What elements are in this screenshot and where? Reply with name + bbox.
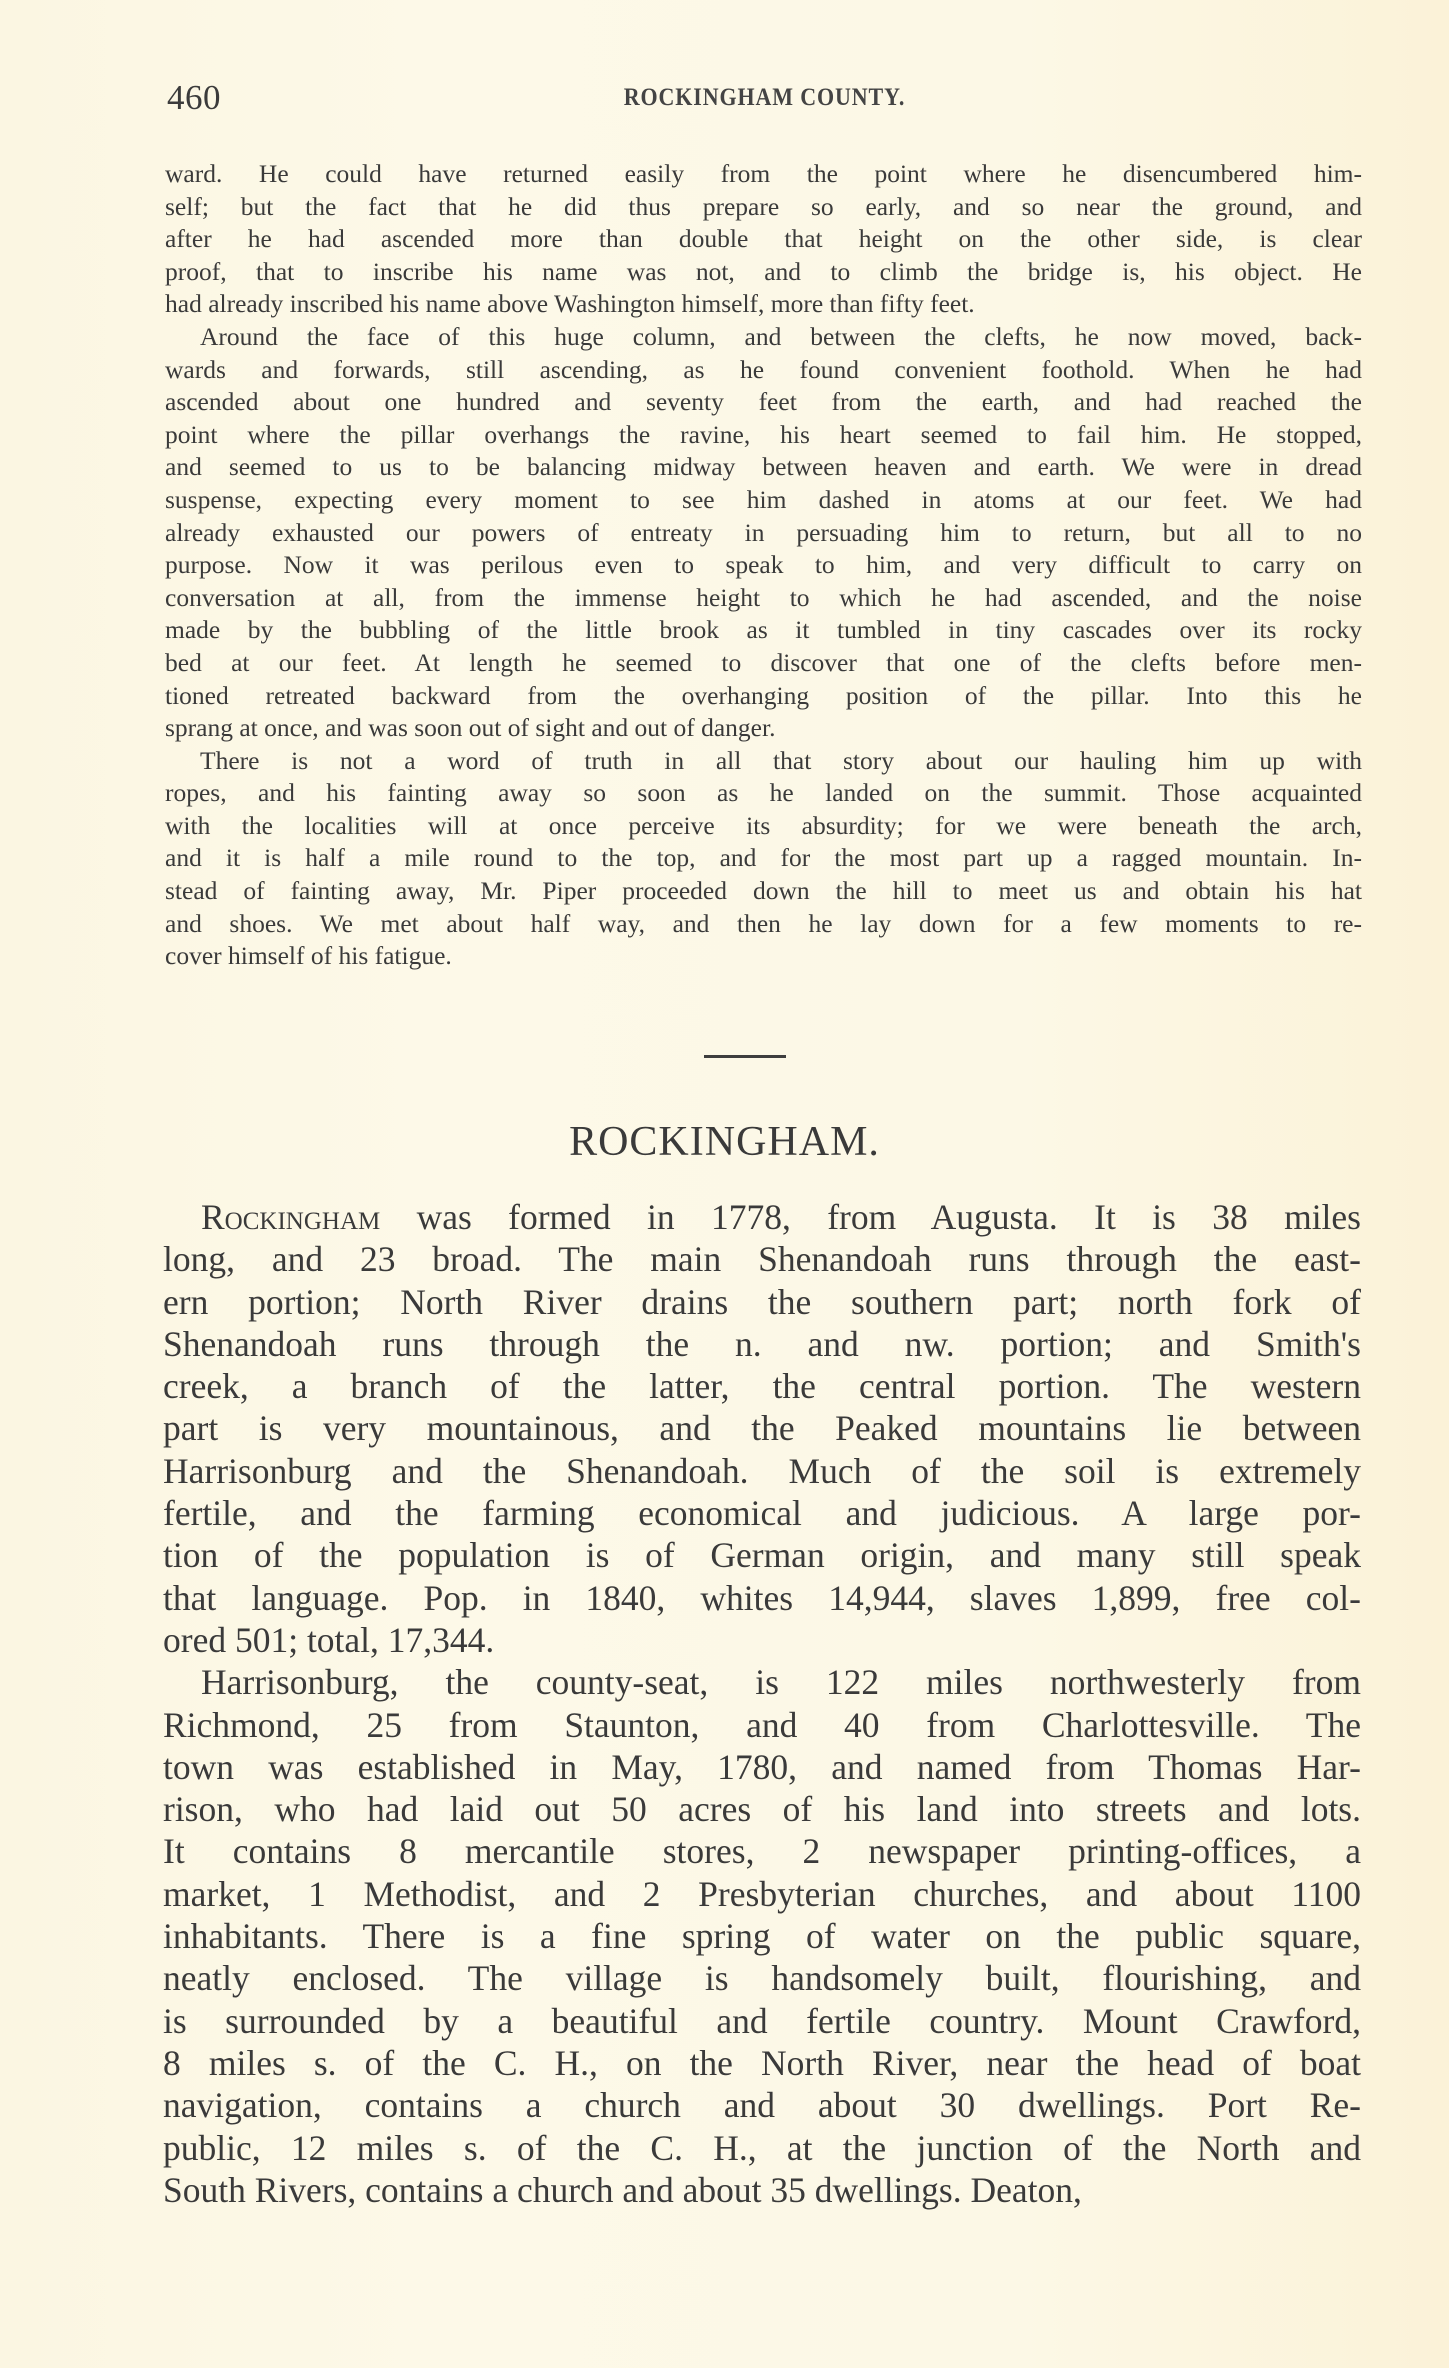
text-line: conversation at all, from the immense height to which he had ascended, and the noise	[165, 582, 1362, 612]
text-line: tion of the population is of German origin, and many still speak	[163, 1535, 1361, 1576]
text-line: inhabitants. There is a fine spring of water on the public square,	[163, 1916, 1361, 1957]
text-line: Richmond, 25 from Staunton, and 40 from Charlottesville. The	[163, 1704, 1361, 1745]
text-line: self; but the fact that he did thus prepare so early, and so near the ground, and	[165, 191, 1362, 221]
text-line: made by the bubbling of the little brook as it tumbled in tiny cascades over its rocky	[165, 615, 1362, 645]
county-description	[163, 1196, 1361, 2211]
section-heading: ROCKINGHAM.	[569, 1119, 880, 1165]
text-line: South Rivers, contains a church and about 35 dwellings. Deaton,	[163, 2169, 1082, 2210]
text-line: long, and 23 broad. The main Shenandoah runs through the east-	[163, 1239, 1361, 1280]
text-line: already exhausted our powers of entreaty in persuading him to return, but all to no	[165, 517, 1362, 547]
text-line: with the localities will at once perceive its absurdity; for we were beneath the arch,	[165, 810, 1362, 840]
text-line: is surrounded by a beautiful and fertile country. Mount Crawford,	[163, 2000, 1361, 2041]
text-line: rison, who had laid out 50 acres of his land into streets and lots.	[163, 1789, 1361, 1830]
text-line: navigation, contains a church and about 30 dwellings. Port Re-	[163, 2085, 1361, 2126]
text-line: It contains 8 mercantile stores, 2 newspaper printing-offices, a	[163, 1831, 1361, 1872]
text-line: bed at our feet. At length he seemed to discover that one of the clefts before men-	[165, 647, 1362, 677]
text-line: purpose. Now it was perilous even to speak to him, and very difficult to carry on	[165, 550, 1362, 580]
text-line: Around the face of this huge column, and between the clefts, he now moved, back-	[200, 321, 1362, 351]
text-line: that language. Pop. in 1840, whites 14,944, slaves 1,899, free col-	[163, 1577, 1361, 1618]
text-line: Harrisonburg, the county-seat, is 122 miles northwesterly from	[201, 1662, 1361, 1703]
text-line: tioned retreated backward from the overhanging position of the pillar. Into this he	[165, 680, 1362, 710]
paragraph	[165, 745, 1362, 973]
text-line: neatly enclosed. The village is handsomely built, flourishing, and	[163, 1958, 1361, 1999]
text-line: stead of fainting away, Mr. Piper proceeded down the hill to meet us and obtain his hat	[165, 876, 1362, 906]
text-line: Harrisonburg and the Shenandoah. Much of the soil is extremely	[163, 1450, 1361, 1491]
text-line: market, 1 Methodist, and 2 Presbyterian churches, and about 1100	[163, 1873, 1361, 1914]
text-line: part is very mountainous, and the Peaked mountains lie between	[163, 1408, 1361, 1449]
text-line: ascended about one hundred and seventy feet from the earth, and had reached the	[165, 387, 1362, 417]
text-line: after he had ascended more than double that height on the other side, is clear	[165, 224, 1362, 254]
text-line: and it is half a mile round to the top, and for the most part up a ragged mountain. In-	[165, 843, 1362, 873]
text-line: and seemed to us to be balancing midway between heaven and earth. We were in dread	[165, 452, 1362, 482]
text-line: ropes, and his fainting away so soon as he landed on the summit. Those acquainted	[165, 778, 1362, 808]
text-line: Shenandoah runs through the n. and nw. portion; and Smith's	[163, 1323, 1361, 1364]
text-line: fertile, and the farming economical and judicious. A large por-	[163, 1493, 1361, 1534]
text-line: 8 miles s. of the C. H., on the North River, near the head of boat	[163, 2042, 1361, 2083]
text-line: public, 12 miles s. of the C. H., at the junction of the North and	[163, 2127, 1361, 2168]
continued-narrative	[165, 158, 1362, 973]
text-line: ern portion; North River drains the southern part; north fork of	[163, 1281, 1361, 1322]
running-header	[167, 78, 1362, 118]
text-line: sprang at once, and was soon out of sight and out of danger.	[165, 713, 776, 743]
paragraph	[163, 1661, 1361, 2211]
paragraph	[163, 1196, 1361, 1661]
text-line: suspense, expecting every moment to see him dashed in atoms at our feet. We had	[165, 484, 1362, 514]
section-divider-rule	[704, 1055, 786, 1058]
text-line: town was established in May, 1780, and named from Thomas Har-	[163, 1746, 1361, 1787]
text-line: creek, a branch of the latter, the central portion. The western	[163, 1366, 1361, 1407]
text-line: ward. He could have returned easily from the point where he disencumbered him-	[165, 159, 1362, 188]
text-line: ored 501; total, 17,344.	[163, 1619, 495, 1660]
text-line: and shoes. We met about half way, and then he lay down for a few moments to re-	[165, 908, 1362, 938]
text-line: wards and forwards, still ascending, as he found convenient foothold. When he had	[165, 354, 1362, 384]
paragraph	[165, 158, 1362, 321]
text-line: cover himself of his fatigue.	[165, 941, 452, 971]
text-line: point where the pillar overhangs the ravine, his heart seemed to fail him. He stopped,	[165, 419, 1362, 449]
text-line: There is not a word of truth in all that story about our hauling him up with	[200, 745, 1362, 775]
running-title: ROCKINGHAM COUNTY.	[623, 84, 906, 111]
paragraph	[165, 321, 1362, 745]
page-number: 460	[167, 78, 221, 117]
text-line: had already inscribed his name above Washington himself, more than fifty feet.	[165, 289, 975, 319]
text-line: Rockingham was formed in 1778, from Augusta. It is 38 miles	[201, 1197, 1361, 1237]
text-line: proof, that to inscribe his name was not, and to climb the bridge is, his object. He	[165, 256, 1362, 286]
lead-small-caps: Rockingham	[201, 1197, 381, 1237]
